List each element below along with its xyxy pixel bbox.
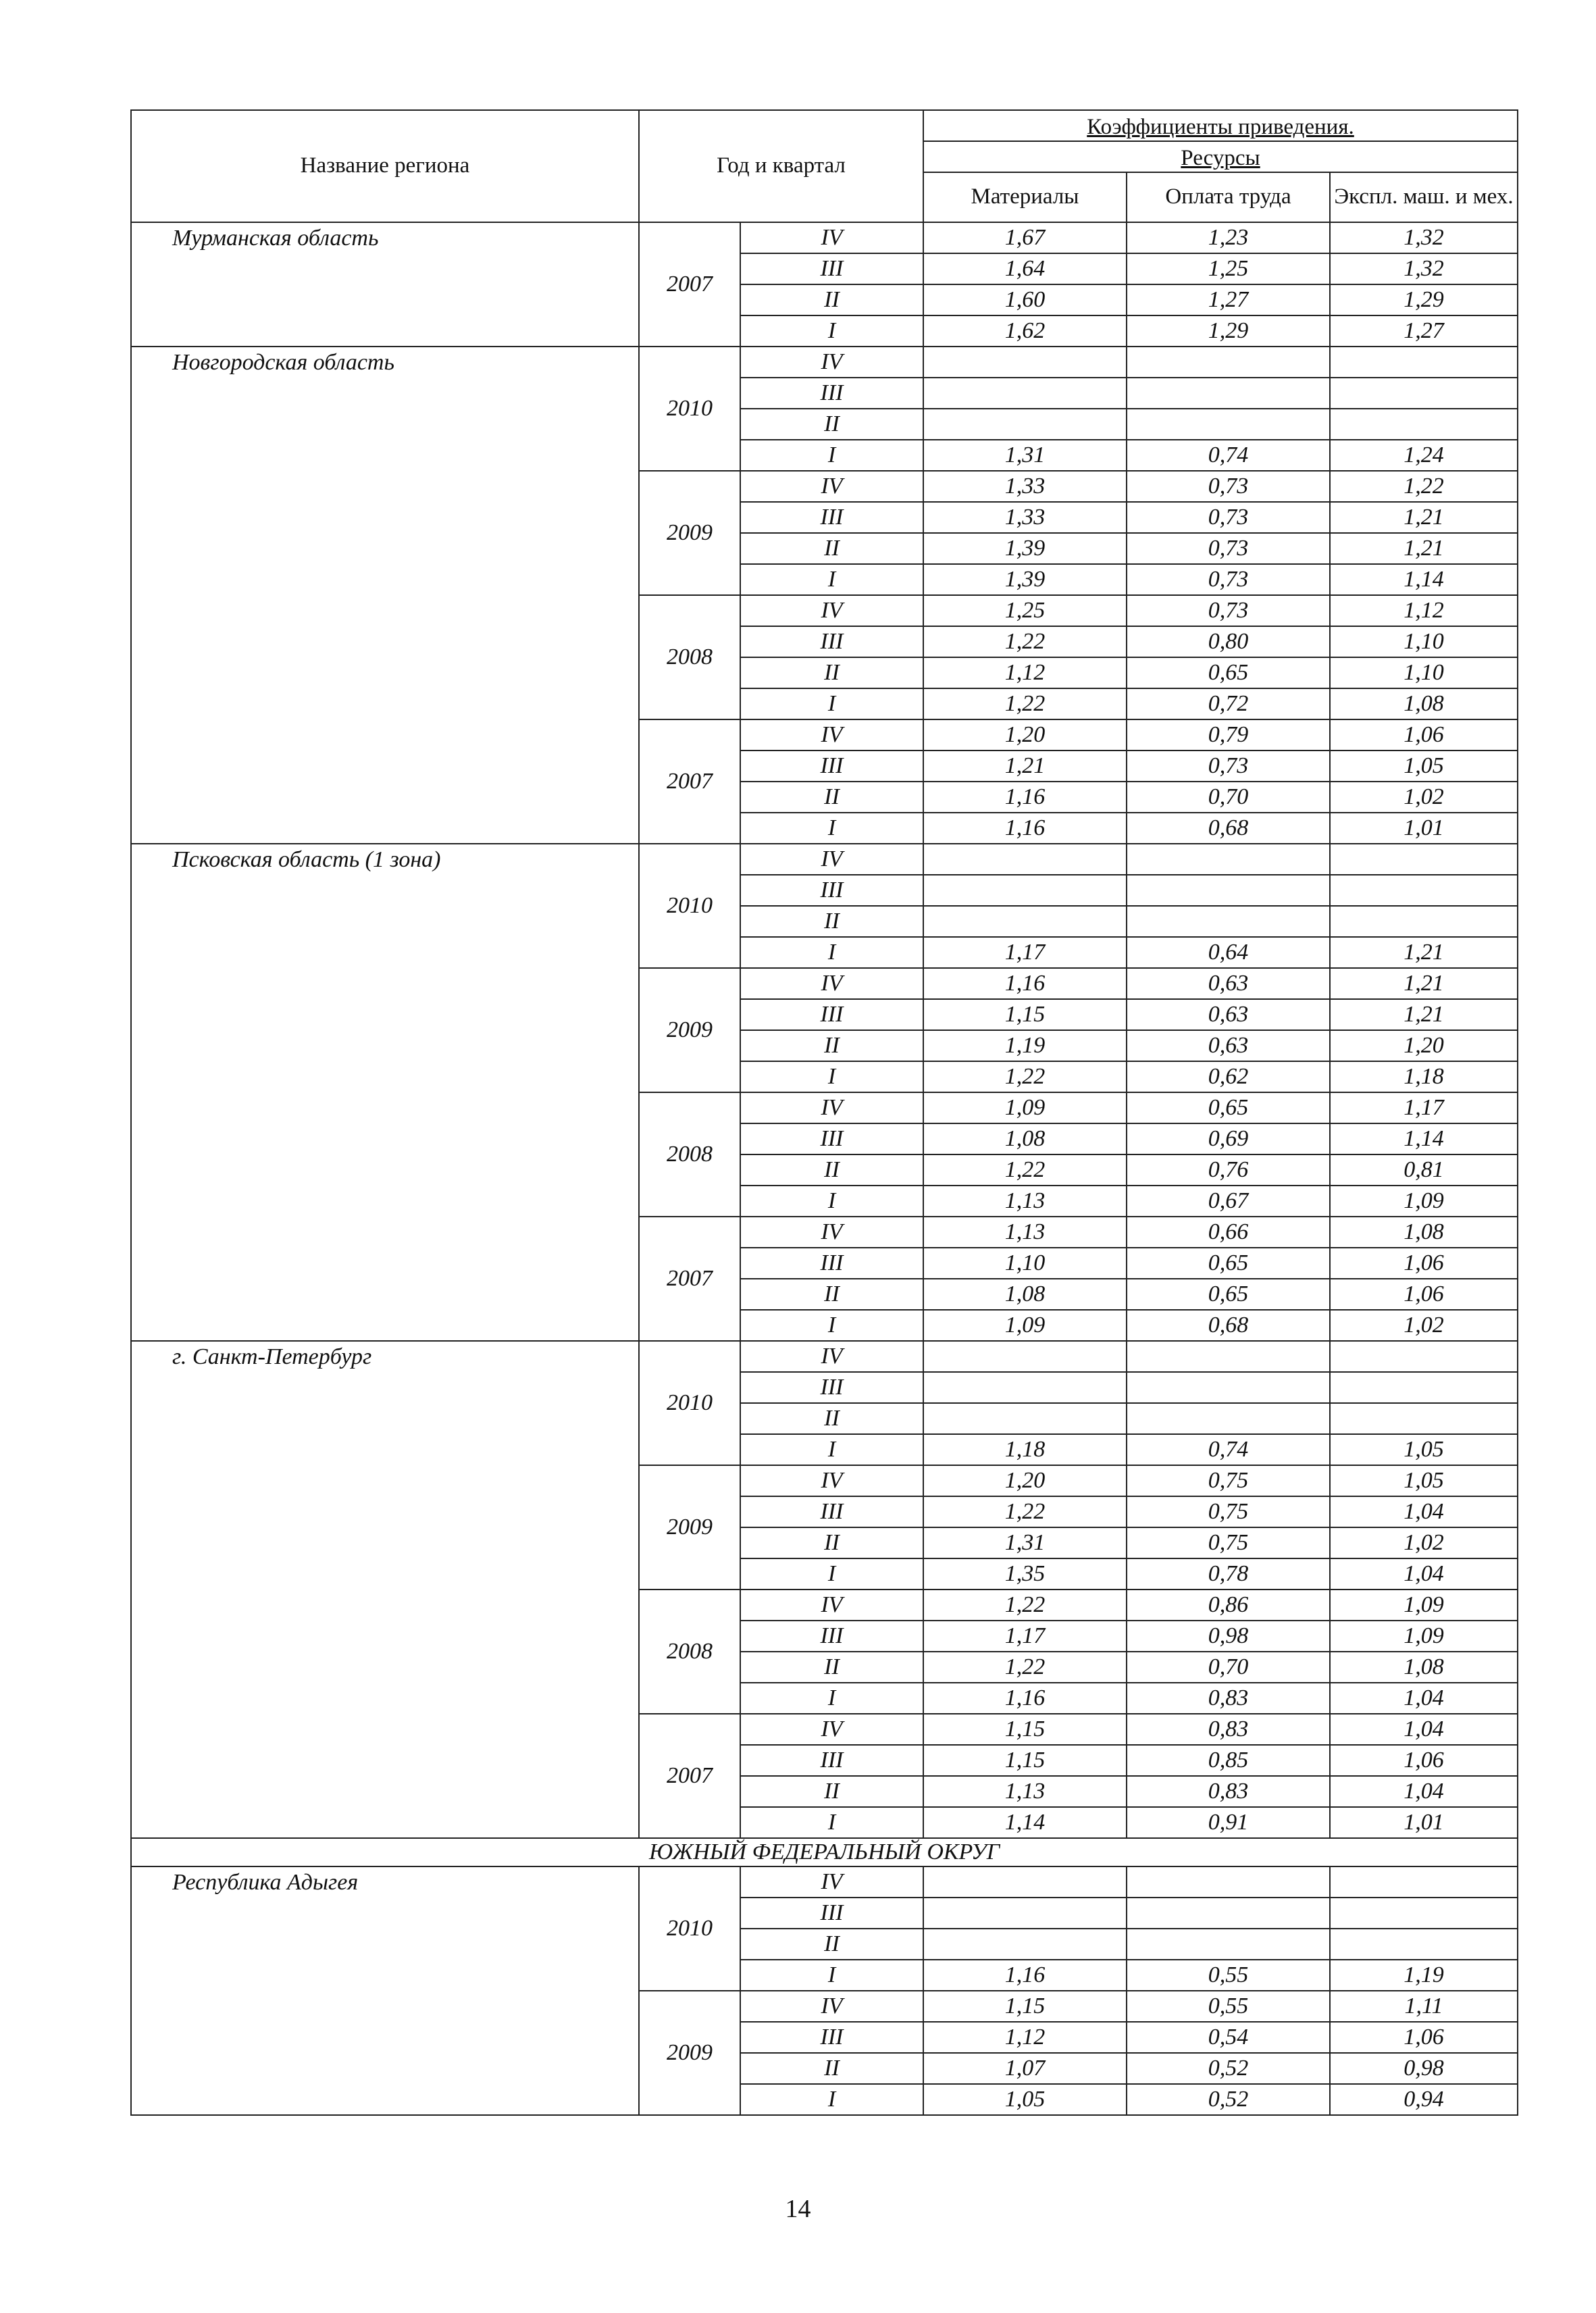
quarter-cell: I: [740, 1960, 923, 1991]
labor-cell: 0,63: [1127, 1030, 1330, 1061]
quarter-cell: I: [740, 937, 923, 968]
materials-cell: 1,31: [923, 1527, 1127, 1558]
labor-cell: 0,54: [1127, 2022, 1330, 2053]
quarter-cell: I: [740, 1310, 923, 1341]
materials-cell: 1,15: [923, 1991, 1127, 2022]
quarter-cell: III: [740, 1248, 923, 1279]
header-region: Название региона: [131, 110, 639, 222]
materials-cell: 1,35: [923, 1558, 1127, 1590]
quarter-cell: II: [740, 1154, 923, 1186]
materials-cell: 1,12: [923, 657, 1127, 688]
labor-cell: 0,69: [1127, 1123, 1330, 1154]
quarter-cell: IV: [740, 1866, 923, 1898]
quarter-cell: III: [740, 378, 923, 409]
header-resources: Ресурсы: [923, 141, 1518, 172]
materials-cell: 1,09: [923, 1310, 1127, 1341]
labor-cell: 0,52: [1127, 2084, 1330, 2115]
materials-cell: [923, 1866, 1127, 1898]
labor-cell: 0,63: [1127, 999, 1330, 1030]
quarter-cell: II: [740, 906, 923, 937]
labor-cell: 0,74: [1127, 1434, 1330, 1465]
year-cell: 2007: [639, 1217, 740, 1341]
year-cell: 2009: [639, 1991, 740, 2115]
table-row: [131, 347, 1518, 378]
quarter-cell: IV: [740, 844, 923, 875]
materials-cell: 1,16: [923, 968, 1127, 999]
machinery-cell: 1,04: [1330, 1714, 1518, 1745]
quarter-cell: I: [740, 1558, 923, 1590]
materials-cell: 1,22: [923, 1061, 1127, 1092]
materials-cell: 1,67: [923, 222, 1127, 253]
materials-cell: 1,15: [923, 1745, 1127, 1776]
materials-cell: 1,39: [923, 564, 1127, 595]
year-cell: 2010: [639, 844, 740, 968]
labor-cell: 0,79: [1127, 719, 1330, 751]
machinery-cell: 1,08: [1330, 1217, 1518, 1248]
machinery-cell: 1,02: [1330, 1310, 1518, 1341]
labor-cell: 0,70: [1127, 1652, 1330, 1683]
materials-cell: 1,25: [923, 595, 1127, 626]
machinery-cell: [1330, 1372, 1518, 1403]
quarter-cell: II: [740, 1279, 923, 1310]
labor-cell: [1127, 1341, 1330, 1372]
quarter-cell: III: [740, 1372, 923, 1403]
labor-cell: 0,76: [1127, 1154, 1330, 1186]
materials-cell: 1,64: [923, 253, 1127, 284]
labor-cell: 0,83: [1127, 1683, 1330, 1714]
machinery-cell: 1,04: [1330, 1558, 1518, 1590]
labor-cell: 0,64: [1127, 937, 1330, 968]
labor-cell: 0,55: [1127, 1960, 1330, 1991]
materials-cell: 1,15: [923, 1714, 1127, 1745]
machinery-cell: [1330, 1403, 1518, 1434]
year-cell: 2010: [639, 1866, 740, 1991]
materials-cell: 1,22: [923, 1652, 1127, 1683]
labor-cell: 0,66: [1127, 1217, 1330, 1248]
materials-cell: 1,31: [923, 440, 1127, 471]
machinery-cell: 1,01: [1330, 1807, 1518, 1838]
materials-cell: 1,22: [923, 1590, 1127, 1621]
materials-cell: 1,16: [923, 782, 1127, 813]
labor-cell: 0,73: [1127, 502, 1330, 533]
machinery-cell: 1,05: [1330, 1434, 1518, 1465]
materials-cell: 1,22: [923, 1496, 1127, 1527]
header-year-quarter: Год и квартал: [639, 110, 923, 222]
machinery-cell: 1,21: [1330, 502, 1518, 533]
machinery-cell: 1,18: [1330, 1061, 1518, 1092]
materials-cell: 1,09: [923, 1092, 1127, 1123]
materials-cell: 1,17: [923, 937, 1127, 968]
machinery-cell: 1,29: [1330, 284, 1518, 315]
quarter-cell: II: [740, 1403, 923, 1434]
machinery-cell: [1330, 906, 1518, 937]
quarter-cell: IV: [740, 1590, 923, 1621]
machinery-cell: 1,27: [1330, 315, 1518, 347]
machinery-cell: 1,04: [1330, 1683, 1518, 1714]
quarter-cell: II: [740, 284, 923, 315]
table-row: [131, 1341, 1518, 1372]
page-number: 14: [785, 2195, 811, 2223]
machinery-cell: 0,81: [1330, 1154, 1518, 1186]
labor-cell: 1,27: [1127, 284, 1330, 315]
machinery-cell: 1,10: [1330, 657, 1518, 688]
quarter-cell: IV: [740, 1991, 923, 2022]
machinery-cell: 1,11: [1330, 1991, 1518, 2022]
machinery-cell: 1,19: [1330, 1960, 1518, 1991]
labor-cell: 0,83: [1127, 1776, 1330, 1807]
machinery-cell: 1,06: [1330, 1279, 1518, 1310]
materials-cell: 1,10: [923, 1248, 1127, 1279]
quarter-cell: I: [740, 564, 923, 595]
district-row: [131, 1838, 1518, 1866]
materials-cell: 1,13: [923, 1217, 1127, 1248]
materials-cell: 1,19: [923, 1030, 1127, 1061]
materials-cell: [923, 1898, 1127, 1929]
region-name: г. Санкт-Петербург: [131, 1341, 639, 1838]
quarter-cell: II: [740, 782, 923, 813]
year-cell: 2008: [639, 1590, 740, 1714]
year-cell: 2007: [639, 1714, 740, 1838]
machinery-cell: [1330, 1898, 1518, 1929]
machinery-cell: 1,05: [1330, 751, 1518, 782]
quarter-cell: IV: [740, 1092, 923, 1123]
labor-cell: 0,73: [1127, 533, 1330, 564]
labor-cell: [1127, 1866, 1330, 1898]
labor-cell: 0,68: [1127, 813, 1330, 844]
labor-cell: [1127, 1929, 1330, 1960]
quarter-cell: I: [740, 1807, 923, 1838]
labor-cell: 1,25: [1127, 253, 1330, 284]
materials-cell: 1,22: [923, 626, 1127, 657]
machinery-cell: 1,17: [1330, 1092, 1518, 1123]
machinery-cell: 1,32: [1330, 253, 1518, 284]
labor-cell: [1127, 378, 1330, 409]
year-cell: 2009: [639, 1465, 740, 1590]
labor-cell: 0,85: [1127, 1745, 1330, 1776]
quarter-cell: II: [740, 657, 923, 688]
quarter-cell: III: [740, 502, 923, 533]
materials-cell: [923, 844, 1127, 875]
coefficients-table: [130, 109, 1518, 2116]
labor-cell: 0,65: [1127, 1092, 1330, 1123]
materials-cell: [923, 906, 1127, 937]
machinery-cell: 1,04: [1330, 1776, 1518, 1807]
labor-cell: 0,91: [1127, 1807, 1330, 1838]
table-body: [131, 222, 1518, 2115]
labor-cell: 0,74: [1127, 440, 1330, 471]
labor-cell: 0,55: [1127, 1991, 1330, 2022]
year-cell: 2010: [639, 1341, 740, 1465]
year-cell: 2009: [639, 968, 740, 1092]
machinery-cell: 1,20: [1330, 1030, 1518, 1061]
quarter-cell: II: [740, 1527, 923, 1558]
header-labor: Оплата труда: [1127, 172, 1330, 222]
machinery-cell: 0,94: [1330, 2084, 1518, 2115]
materials-cell: 1,22: [923, 688, 1127, 719]
materials-cell: 1,33: [923, 471, 1127, 502]
materials-cell: 1,17: [923, 1621, 1127, 1652]
quarter-cell: I: [740, 2084, 923, 2115]
quarter-cell: III: [740, 999, 923, 1030]
quarter-cell: II: [740, 1030, 923, 1061]
materials-cell: [923, 875, 1127, 906]
materials-cell: [923, 378, 1127, 409]
quarter-cell: III: [740, 2022, 923, 2053]
labor-cell: 0,83: [1127, 1714, 1330, 1745]
machinery-cell: 0,98: [1330, 2053, 1518, 2084]
labor-cell: 0,73: [1127, 595, 1330, 626]
labor-cell: 0,75: [1127, 1465, 1330, 1496]
materials-cell: 1,20: [923, 719, 1127, 751]
materials-cell: [923, 1341, 1127, 1372]
labor-cell: 0,86: [1127, 1590, 1330, 1621]
labor-cell: [1127, 875, 1330, 906]
machinery-cell: 1,08: [1330, 688, 1518, 719]
machinery-cell: 1,08: [1330, 1652, 1518, 1683]
materials-cell: [923, 1372, 1127, 1403]
labor-cell: 0,63: [1127, 968, 1330, 999]
table-row: [131, 844, 1518, 875]
machinery-cell: 1,06: [1330, 719, 1518, 751]
quarter-cell: II: [740, 533, 923, 564]
header-materials: Материалы: [923, 172, 1127, 222]
machinery-cell: [1330, 875, 1518, 906]
machinery-cell: [1330, 409, 1518, 440]
machinery-cell: 1,21: [1330, 533, 1518, 564]
labor-cell: 1,23: [1127, 222, 1330, 253]
quarter-cell: III: [740, 1621, 923, 1652]
machinery-cell: 1,22: [1330, 471, 1518, 502]
year-cell: 2007: [639, 719, 740, 844]
materials-cell: 1,16: [923, 813, 1127, 844]
labor-cell: 0,80: [1127, 626, 1330, 657]
quarter-cell: IV: [740, 347, 923, 378]
quarter-cell: II: [740, 409, 923, 440]
materials-cell: 1,07: [923, 2053, 1127, 2084]
quarter-cell: IV: [740, 719, 923, 751]
machinery-cell: 1,01: [1330, 813, 1518, 844]
labor-cell: 0,68: [1127, 1310, 1330, 1341]
materials-cell: 1,33: [923, 502, 1127, 533]
quarter-cell: IV: [740, 595, 923, 626]
quarter-cell: IV: [740, 1714, 923, 1745]
year-cell: 2010: [639, 347, 740, 471]
machinery-cell: 1,10: [1330, 626, 1518, 657]
materials-cell: 1,12: [923, 2022, 1127, 2053]
quarter-cell: IV: [740, 1341, 923, 1372]
materials-cell: [923, 1929, 1127, 1960]
labor-cell: 0,65: [1127, 657, 1330, 688]
labor-cell: 0,65: [1127, 1248, 1330, 1279]
machinery-cell: 1,24: [1330, 440, 1518, 471]
materials-cell: 1,14: [923, 1807, 1127, 1838]
quarter-cell: III: [740, 751, 923, 782]
materials-cell: [923, 409, 1127, 440]
district-heading: ЮЖНЫЙ ФЕДЕРАЛЬНЫЙ ОКРУГ: [131, 1838, 1518, 1866]
machinery-cell: 1,09: [1330, 1621, 1518, 1652]
materials-cell: 1,18: [923, 1434, 1127, 1465]
labor-cell: 0,67: [1127, 1186, 1330, 1217]
labor-cell: 0,78: [1127, 1558, 1330, 1590]
machinery-cell: 1,09: [1330, 1186, 1518, 1217]
labor-cell: [1127, 347, 1330, 378]
labor-cell: 0,73: [1127, 751, 1330, 782]
materials-cell: 1,16: [923, 1960, 1127, 1991]
materials-cell: 1,39: [923, 533, 1127, 564]
quarter-cell: I: [740, 315, 923, 347]
region-name: Республика Адыгея: [131, 1866, 639, 2115]
materials-cell: 1,08: [923, 1123, 1127, 1154]
machinery-cell: 1,21: [1330, 968, 1518, 999]
labor-cell: 0,52: [1127, 2053, 1330, 2084]
machinery-cell: 1,21: [1330, 999, 1518, 1030]
labor-cell: [1127, 1898, 1330, 1929]
table-row: [131, 222, 1518, 253]
labor-cell: [1127, 906, 1330, 937]
labor-cell: 0,70: [1127, 782, 1330, 813]
machinery-cell: 1,14: [1330, 1123, 1518, 1154]
quarter-cell: I: [740, 1683, 923, 1714]
machinery-cell: [1330, 844, 1518, 875]
quarter-cell: I: [740, 813, 923, 844]
machinery-cell: [1330, 1866, 1518, 1898]
region-name: Новгородская область: [131, 347, 639, 844]
year-cell: 2007: [639, 222, 740, 347]
region-name: Псковская область (1 зона): [131, 844, 639, 1341]
machinery-cell: [1330, 1341, 1518, 1372]
year-cell: 2008: [639, 595, 740, 719]
machinery-cell: [1330, 378, 1518, 409]
header-machinery: Экспл. маш. и мех.: [1330, 172, 1518, 222]
machinery-cell: 1,02: [1330, 1527, 1518, 1558]
materials-cell: 1,62: [923, 315, 1127, 347]
header-coefficients: Коэффициенты приведения.: [923, 110, 1518, 141]
quarter-cell: III: [740, 253, 923, 284]
materials-cell: 1,16: [923, 1683, 1127, 1714]
year-cell: 2008: [639, 1092, 740, 1217]
quarter-cell: III: [740, 875, 923, 906]
materials-cell: 1,08: [923, 1279, 1127, 1310]
labor-cell: 1,29: [1127, 315, 1330, 347]
quarter-cell: I: [740, 440, 923, 471]
quarter-cell: III: [740, 626, 923, 657]
materials-cell: 1,13: [923, 1186, 1127, 1217]
quarter-cell: IV: [740, 222, 923, 253]
quarter-cell: I: [740, 688, 923, 719]
labor-cell: 0,98: [1127, 1621, 1330, 1652]
machinery-cell: 1,09: [1330, 1590, 1518, 1621]
machinery-cell: 1,32: [1330, 222, 1518, 253]
labor-cell: 0,72: [1127, 688, 1330, 719]
quarter-cell: I: [740, 1434, 923, 1465]
labor-cell: 0,73: [1127, 471, 1330, 502]
machinery-cell: [1330, 1929, 1518, 1960]
labor-cell: [1127, 1372, 1330, 1403]
quarter-cell: IV: [740, 471, 923, 502]
materials-cell: [923, 1403, 1127, 1434]
materials-cell: 1,20: [923, 1465, 1127, 1496]
materials-cell: 1,60: [923, 284, 1127, 315]
machinery-cell: 1,12: [1330, 595, 1518, 626]
labor-cell: [1127, 1403, 1330, 1434]
machinery-cell: 1,02: [1330, 782, 1518, 813]
materials-cell: 1,21: [923, 751, 1127, 782]
quarter-cell: I: [740, 1061, 923, 1092]
region-name: Мурманская область: [131, 222, 639, 347]
quarter-cell: II: [740, 2053, 923, 2084]
quarter-cell: II: [740, 1652, 923, 1683]
quarter-cell: I: [740, 1186, 923, 1217]
labor-cell: [1127, 409, 1330, 440]
materials-cell: [923, 347, 1127, 378]
labor-cell: 0,73: [1127, 564, 1330, 595]
materials-cell: 1,15: [923, 999, 1127, 1030]
machinery-cell: 1,05: [1330, 1465, 1518, 1496]
quarter-cell: IV: [740, 1465, 923, 1496]
materials-cell: 1,05: [923, 2084, 1127, 2115]
labor-cell: 0,62: [1127, 1061, 1330, 1092]
machinery-cell: 1,06: [1330, 1745, 1518, 1776]
materials-cell: 1,13: [923, 1776, 1127, 1807]
quarter-cell: II: [740, 1776, 923, 1807]
machinery-cell: 1,21: [1330, 937, 1518, 968]
labor-cell: 0,75: [1127, 1527, 1330, 1558]
labor-cell: [1127, 844, 1330, 875]
machinery-cell: 1,04: [1330, 1496, 1518, 1527]
quarter-cell: III: [740, 1898, 923, 1929]
machinery-cell: 1,06: [1330, 2022, 1518, 2053]
machinery-cell: 1,06: [1330, 1248, 1518, 1279]
quarter-cell: III: [740, 1123, 923, 1154]
labor-cell: 0,65: [1127, 1279, 1330, 1310]
machinery-cell: [1330, 347, 1518, 378]
quarter-cell: III: [740, 1496, 923, 1527]
machinery-cell: 1,14: [1330, 564, 1518, 595]
materials-cell: 1,22: [923, 1154, 1127, 1186]
year-cell: 2009: [639, 471, 740, 595]
quarter-cell: IV: [740, 1217, 923, 1248]
labor-cell: 0,75: [1127, 1496, 1330, 1527]
quarter-cell: III: [740, 1745, 923, 1776]
quarter-cell: IV: [740, 968, 923, 999]
quarter-cell: II: [740, 1929, 923, 1960]
table-row: [131, 1866, 1518, 1898]
